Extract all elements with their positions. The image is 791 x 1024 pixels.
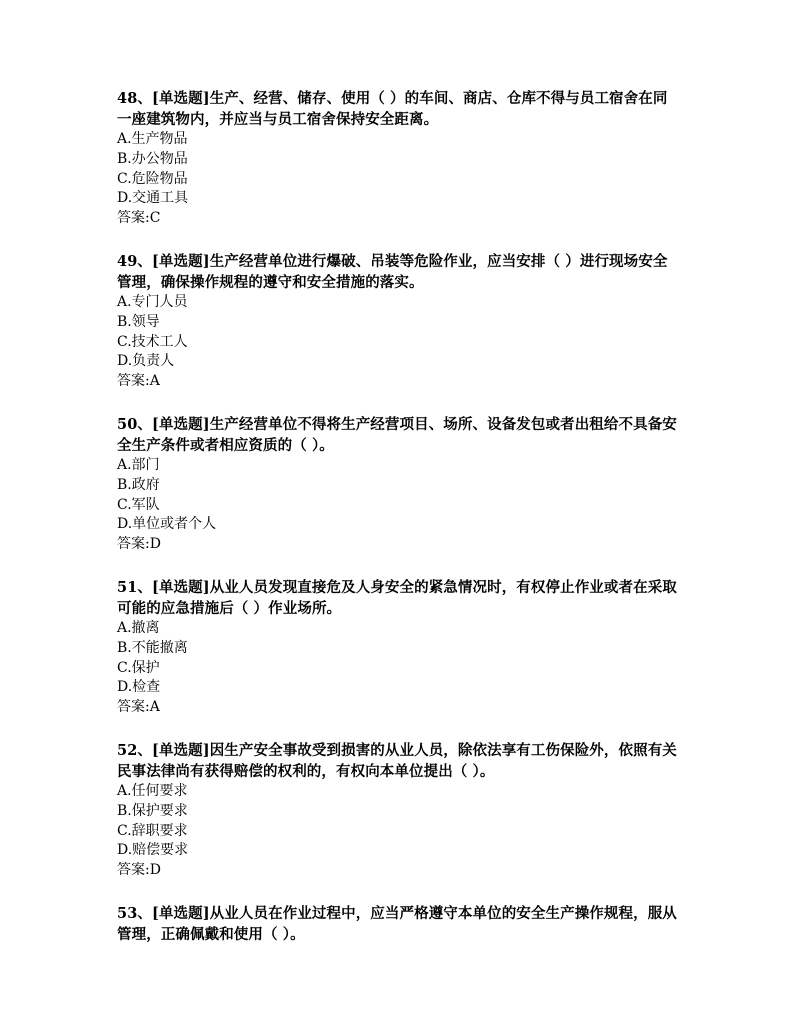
option-d: D.单位或者个人	[117, 516, 217, 533]
option-d: D.交通工具	[117, 190, 189, 207]
option-a: A.生产物品	[117, 131, 188, 147]
question-title: 52、[单选题]因生产安全事故受到损害的从业人员，除依法享有工伤保险外，依照有关民事法律尚有获得赔偿的权利的，有权向本单位提出（ ）。	[117, 741, 677, 780]
question-50	[117, 414, 677, 555]
option-c: C.辞职要求	[117, 822, 188, 839]
answer: 答案:D	[117, 536, 161, 553]
document-page	[117, 88, 677, 967]
answer: 答案:D	[117, 862, 161, 879]
question-48	[117, 88, 677, 229]
option-d: D.负责人	[117, 353, 175, 370]
option-a: A.部门	[117, 456, 160, 473]
question-52	[117, 740, 677, 881]
option-b: B.不能撤离	[117, 639, 188, 656]
option-b: B.保护要求	[117, 802, 188, 819]
question-title: 49、[单选题]生产经营单位进行爆破、吊装等危险作业，应当安排（ ）进行现场安全管理，确保操作规程的遵守和安全措施的落实。	[117, 252, 668, 291]
question-title: 51、[单选题]从业人员发现直接危及人身安全的紧急情况时，有权停止作业或者在采取可能的应急措施后（ ）作业场所。	[117, 578, 677, 617]
option-b: B.政府	[117, 476, 160, 493]
option-a: A.撤离	[117, 619, 160, 636]
option-c: C.危险物品	[117, 170, 188, 187]
question-title: 48、[单选题]生产、经营、储存、使用（ ）的车间、商店、仓库不得与员工宿舍在同一座建筑物内，并应当与员工宿舍保持安全距离。	[117, 90, 668, 128]
option-c: C.军队	[117, 496, 160, 513]
option-c: C.技术工人	[117, 333, 188, 350]
option-c: C.保护	[117, 659, 160, 676]
answer: 答案:A	[117, 699, 160, 716]
option-b: B.领导	[117, 313, 160, 330]
option-a: A.专门人员	[117, 293, 188, 310]
answer: 答案:C	[117, 210, 161, 227]
option-b: B.办公物品	[117, 150, 188, 167]
question-49	[117, 251, 677, 392]
question-51	[117, 577, 677, 718]
option-a: A.任何要求	[117, 782, 188, 799]
answer: 答案:A	[117, 373, 160, 390]
question-title: 50、[单选题]生产经营单位不得将生产经营项目、场所、设备发包或者出租给不具备安全生产条件或者相应资质的（ ）。	[117, 415, 677, 454]
question-53	[117, 903, 677, 945]
option-d: D.赔偿要求	[117, 842, 189, 859]
question-title: 53、[单选题]从业人员在作业过程中，应当严格遵守本单位的安全生产操作规程，服从管理，正确佩戴和使用（ ）。	[117, 904, 677, 943]
option-d: D.检查	[117, 679, 161, 696]
